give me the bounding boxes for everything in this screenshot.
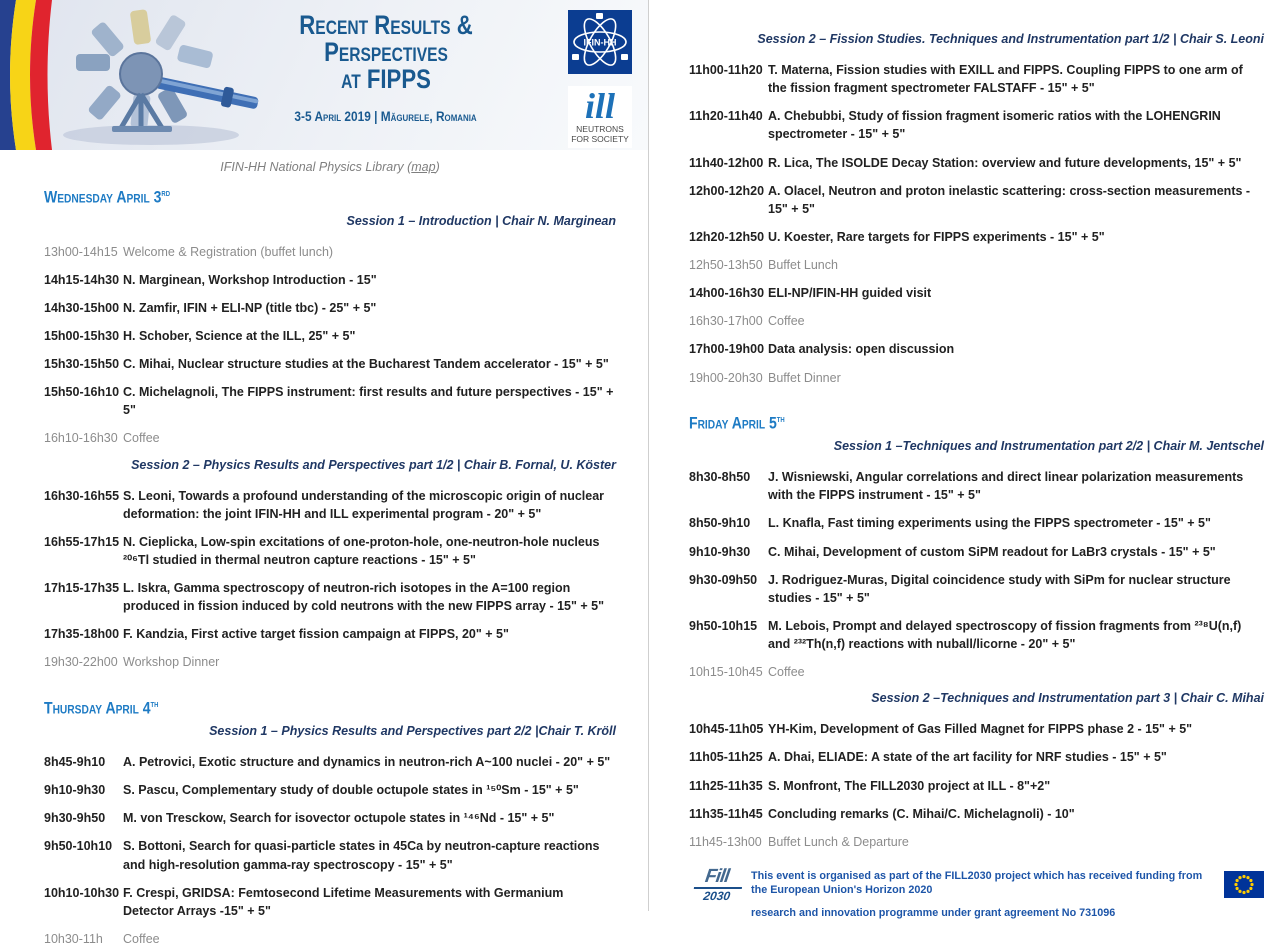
- day-heading: [689, 414, 1264, 434]
- schedule-right: [689, 26, 1264, 861]
- fill2030-logo: [693, 867, 741, 902]
- row-text: Workshop Dinner: [123, 655, 220, 670]
- row-time: 11h45-13h00: [689, 834, 762, 849]
- row-text: F. Crespi, GRIDSA: Femtosecond Lifetime Measurements with Germanium Detector Arrays -15" + 5": [123, 885, 564, 918]
- session-heading: Session 1 –Techniques and Instrumentation part 2/2 | Chair M. Jentschel: [833, 439, 1264, 454]
- eu-flag: [1224, 867, 1264, 898]
- header-banner: [0, 0, 648, 150]
- row-text: N. Marginean, Workshop Introduction - 15": [123, 272, 377, 287]
- day-title: Wednesday April 3: [44, 188, 162, 207]
- row-time: 17h15-17h35: [44, 581, 120, 595]
- schedule-row: [44, 809, 616, 827]
- row-text: A. Dhai, ELIADE: A state of the art facility for NRF studies - 15" + 5": [768, 750, 1167, 765]
- row-time: 11h20-11h40: [689, 109, 763, 124]
- row-time: 11h05-11h25: [689, 750, 763, 765]
- schedule-row: [689, 748, 1264, 766]
- row-time: 12h50-13h50: [689, 258, 763, 272]
- ifin-hh-logo: [568, 10, 632, 74]
- schedule-row: [689, 228, 1264, 246]
- row-time: 19h00-20h30: [689, 370, 763, 385]
- row-time: 8h30-8h50: [689, 470, 751, 485]
- banner-date-location: 3-5 April 2019 | Măgurele, Romania: [294, 109, 478, 124]
- schedule-row: [689, 543, 1264, 561]
- session-heading: Session 2 –Techniques and Instrumentation part 3 | Chair C. Mihai: [871, 691, 1264, 706]
- schedule-row: [44, 653, 616, 671]
- schedule-row: [44, 533, 616, 569]
- row-text: Buffet Lunch & Departure: [768, 834, 909, 849]
- row-time: 16h55-17h15: [44, 534, 120, 549]
- row-text: S. Bottoni, Search for quasi-particle states in 45Ca by neutron-capture reactions and high-resolution gamma-ray spectroscopy - 15" + 5": [123, 839, 600, 872]
- day-title: Friday April 5: [689, 414, 777, 433]
- row-time: 19h30-22h00: [44, 655, 118, 670]
- schedule-row: [689, 154, 1264, 172]
- row-text: A. Petrovici, Exotic structure and dynamics in neutron-rich A~100 nuclei - 20" + 5": [123, 755, 611, 769]
- schedule-row: [689, 256, 1264, 274]
- row-text: Coffee: [123, 431, 160, 446]
- row-text: R. Lica, The ISOLDE Decay Station: overview and future developments, 15" + 5": [768, 155, 1242, 170]
- ifin-hh-logo-text: IFIN-HH: [583, 37, 617, 48]
- day-heading: [44, 699, 616, 719]
- row-time: 15h00-15h30: [44, 328, 120, 343]
- row-time: 16h30-16h55: [44, 488, 120, 503]
- schedule-row: [44, 579, 616, 615]
- row-text: Buffet Dinner: [768, 370, 841, 385]
- row-text: M. von Tresckow, Search for isovector octupole states in ¹⁴⁶Nd - 15" + 5": [123, 811, 555, 826]
- row-text: C. Mihai, Nuclear structure studies at the Bucharest Tandem accelerator - 15" + 5": [123, 357, 609, 371]
- row-text: J. Wisniewski, Angular correlations and direct linear polarization measurements with the FIPPS instrument - 15" + 5": [768, 470, 1244, 503]
- row-text: F. Kandzia, First active target fission campaign at FIPPS, 20" + 5": [123, 627, 509, 642]
- session-heading: Session 1 – Introduction | Chair N. Marginean: [346, 213, 616, 228]
- row-text: H. Schober, Science at the ILL, 25" + 5": [123, 328, 356, 343]
- row-text: YH-Kim, Development of Gas Filled Magnet for FIPPS phase 2 - 15" + 5": [768, 722, 1193, 737]
- banner-titles: [250, 12, 522, 126]
- schedule-row: [689, 312, 1264, 330]
- schedule-row: [44, 781, 616, 799]
- schedule-row: [689, 284, 1264, 302]
- banner-title-line-1: Recent Results &: [299, 10, 473, 40]
- day-ordinal: th: [776, 413, 785, 425]
- row-text: S. Leoni, Towards a profound understanding of the microscopic origin of nuclear deformation: the joint IFIN-HH and ILL experimental program - 20" + 5": [123, 488, 605, 521]
- schedule-row: [44, 930, 616, 948]
- row-time: 14h30-15h00: [44, 300, 120, 315]
- schedule-row: [689, 514, 1264, 532]
- row-time: 17h00-19h00: [689, 342, 765, 357]
- banner-title-line-2: Perspectives: [324, 37, 448, 67]
- schedule-row: [689, 107, 1264, 143]
- schedule-row: [44, 753, 616, 771]
- row-time: 13h00-14h15: [44, 244, 118, 259]
- row-time: 11h35-11h45: [689, 806, 763, 821]
- schedule-row: [689, 468, 1264, 504]
- row-text: S. Monfront, The FILL2030 project at ILL - 8"+2": [768, 778, 1051, 793]
- row-time: 10h30-11h: [44, 931, 103, 946]
- row-text: N. Zamfir, IFIN + ELI-NP (title tbc) - 25" + 5": [123, 300, 377, 315]
- right-column: [649, 0, 1288, 919]
- schedule-row: [44, 487, 616, 523]
- row-time: 10h15-10h45: [689, 665, 763, 680]
- banner-logos: [568, 10, 634, 148]
- schedule-row: [44, 355, 616, 373]
- venue-suffix: ): [435, 160, 440, 174]
- map-link[interactable]: map: [411, 160, 436, 174]
- schedule-row: [689, 571, 1264, 607]
- row-time: 9h30-9h50: [44, 811, 106, 826]
- row-time: 8h45-9h10: [44, 755, 106, 769]
- day-ordinal: th: [150, 698, 159, 710]
- row-time: 11h40-12h00: [689, 155, 764, 170]
- schedule-row: [689, 369, 1264, 387]
- session-heading: Session 2 – Fission Studies. Techniques and Instrumentation part 1/2 | Chair S. Leoni: [757, 32, 1264, 46]
- row-time: 9h50-10h15: [689, 618, 758, 633]
- row-text: U. Koester, Rare targets for FIPPS experiments - 15" + 5": [768, 229, 1105, 244]
- session-heading: Session 2 – Physics Results and Perspectives part 1/2 | Chair B. Fornal, U. Köster: [131, 457, 616, 472]
- row-time: 9h10-9h30: [689, 544, 751, 559]
- row-time: 10h45-11h05: [689, 722, 764, 737]
- row-time: 16h30-17h00: [689, 314, 763, 329]
- session-heading: Session 1 – Physics Results and Perspectives part 2/2 |Chair T. Kröll: [209, 724, 616, 738]
- fipps-instrument-graphic: [36, 2, 276, 150]
- row-time: 15h30-15h50: [44, 357, 120, 371]
- row-time: 9h30-09h50: [689, 572, 758, 587]
- row-text: Coffee: [123, 931, 160, 946]
- schedule-row: [689, 182, 1264, 218]
- row-time: 9h10-9h30: [44, 783, 106, 798]
- row-text: A. Chebubbi, Study of fission fragment isomeric ratios with the LOHENGRIN spectrometer - 15" + 5": [768, 109, 1221, 142]
- schedule-row: [44, 299, 616, 317]
- row-text: Welcome & Registration (buffet lunch): [123, 244, 334, 259]
- day-title: Thursday April 4: [44, 699, 151, 717]
- fill2030-logo-year: 2030: [692, 887, 742, 902]
- schedule-row: [44, 429, 616, 447]
- row-text: Concluding remarks (C. Mihai/C. Michelagnoli) - 10": [768, 806, 1075, 821]
- row-time: 12h20-12h50: [689, 229, 765, 244]
- row-text: C. Michelagnoli, The FIPPS instrument: first results and future perspectives - 15" + 5": [123, 385, 614, 418]
- ill-logo-sub1: NEUTRONS: [576, 124, 624, 134]
- schedule-row: [689, 340, 1264, 358]
- row-text: Data analysis: open discussion: [768, 342, 955, 357]
- ill-logo-sub2: FOR SOCIETY: [571, 134, 629, 144]
- schedule-row: [44, 271, 616, 289]
- venue-prefix: IFIN-HH National Physics Library (: [220, 160, 412, 174]
- row-text: ELI-NP/IFIN-HH guided visit: [768, 286, 932, 301]
- day-heading: [44, 188, 616, 208]
- schedule-row: [44, 383, 616, 419]
- day-ordinal: rd: [161, 188, 171, 199]
- left-column-content: [0, 160, 648, 948]
- row-text: Buffet Lunch: [768, 258, 838, 272]
- schedule-row: [689, 663, 1264, 681]
- row-time: 14h15-14h30: [44, 272, 120, 287]
- schedule-row: [689, 61, 1264, 97]
- schedule-row: [44, 243, 616, 261]
- schedule-row: [689, 720, 1264, 738]
- row-text: M. Lebois, Prompt and delayed spectroscopy of fission fragments from ²³⁸U(n,f) and ²³²Th(n,f) reactions with nuball/licorne - 20" + 5": [768, 618, 1242, 651]
- banner-title-line-3: at FIPPS: [341, 64, 431, 94]
- row-time: 8h50-9h10: [689, 516, 751, 531]
- schedule-row: [44, 625, 616, 643]
- schedule-row: [44, 327, 616, 345]
- row-time: 10h10-10h30: [44, 885, 120, 900]
- row-time: 17h35-18h00: [44, 627, 120, 642]
- ill-logo: [568, 86, 632, 148]
- row-time: 9h50-10h10: [44, 839, 113, 854]
- schedule-row: [689, 805, 1264, 823]
- row-text: A. Olacel, Neutron and proton inelastic scattering: cross-section measurements - 15" + 5": [768, 183, 1251, 216]
- funding-statement-line-1: This event is organised as part of the FILL2030 project which has received funding from the European Union's Horizon 2020: [751, 869, 1203, 897]
- schedule-left: [44, 188, 616, 948]
- row-text: J. Rodriguez-Muras, Digital coincidence study with SiPm for nuclear structure studies - 15" + 5": [768, 572, 1231, 605]
- row-time: 16h10-16h30: [44, 431, 118, 446]
- schedule-row: [689, 833, 1264, 851]
- row-time: 15h50-16h10: [44, 385, 120, 400]
- schedule-row: [44, 884, 616, 920]
- row-text: Coffee: [768, 665, 805, 680]
- venue-line: [44, 160, 616, 174]
- row-time: 14h00-16h30: [689, 286, 765, 301]
- row-text: Coffee: [768, 314, 805, 329]
- schedule-row: [689, 777, 1264, 795]
- row-text: T. Materna, Fission studies with EXILL and FIPPS. Coupling FIPPS to one arm of the fission fragment spectrometer FALSTAFF - 15" + 5": [768, 63, 1243, 96]
- row-text: N. Cieplicka, Low-spin excitations of one-proton-hole, one-neutron-hole nucleus ²⁰⁶Tl studied in thermal neutron capture reactions - 15" + 5": [123, 534, 600, 567]
- row-time: 11h00-11h20: [689, 63, 763, 77]
- row-text: L. Iskra, Gamma spectroscopy of neutron-rich isotopes in the A=100 region produced in fission induced by cold neutrons with the new FIPPS array - 15" + 5": [123, 581, 605, 614]
- row-text: S. Pascu, Complementary study of double octupole states in ¹⁵⁰Sm - 15" + 5": [123, 783, 579, 798]
- funding-statement-line-2: research and innovation programme under grant agreement No 731096: [751, 907, 1116, 919]
- fill2030-logo-word: Fill: [703, 865, 731, 887]
- funding-footer: [689, 861, 1264, 925]
- funding-statement: [751, 867, 1214, 921]
- row-text: L. Knafla, Fast timing experiments using the FIPPS spectrometer - 15" + 5": [768, 516, 1211, 531]
- row-time: 12h00-12h20: [689, 183, 765, 198]
- row-text: C. Mihai, Development of custom SiPM readout for LaBr3 crystals - 15" + 5": [768, 544, 1216, 559]
- schedule-row: [44, 837, 616, 873]
- ill-logo-text: ill: [584, 86, 616, 126]
- row-time: 11h25-11h35: [689, 778, 763, 793]
- schedule-row: [689, 617, 1264, 653]
